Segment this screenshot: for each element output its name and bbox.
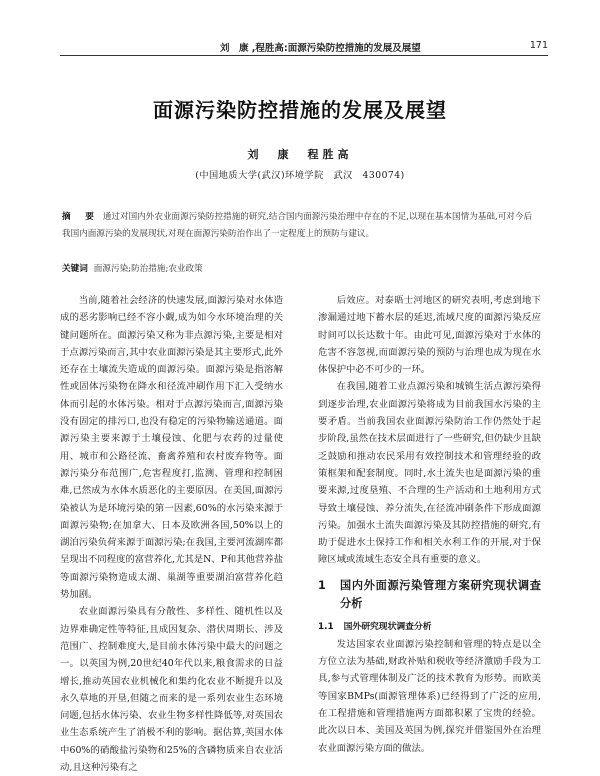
- section-title: 国内外面源污染管理方案研究现状调查分析: [340, 578, 541, 610]
- subsection-title: 国外研究现状调查分析: [343, 621, 432, 632]
- section-number: 1: [318, 578, 326, 592]
- keywords: [62, 262, 540, 274]
- page-number: 171: [529, 40, 548, 51]
- body-paragraph: 在我国,随着工业点源污染和城镇生活点源污染得到逐步治理,农业面源污染将成为目前我国水污染的主要矛盾。当前我国农业面源污染防治工作仍然处于起步阶段,虽然在技术层面进行了一些研究,但仍缺少且缺乏鼓励和推动农民采用有效控制技术和管理经验的政策框架和配套制度。同时,水土流失也是面源污染的重要来源,过度垦殖、不合理的生产活动和土地利用方式导致土壤侵蚀、养分流失,在径流冲刷条件下形成面源污染。加强水土流失面源污染及其防控措施的研究,有助于促进水土保持工作和相关水利工作的开展,对于保障区域或流域生态安全具有重要的意义。: [318, 381, 541, 566]
- body-paragraph: 发达国家农业面源污染控制和管理的特点是以全方位立法为基础,财政补贴和税收等经济激励手段为工具,参与式管理体制及广泛的技术教育为形势。而欧美等国家BMPs(面源管理体系)已经得到了广泛的应用,在工程措施和管理措施两方面都积累了宝贵的经验。此次以日本、美国及英国为例,探究并借鉴国外在治理农业面源污染方面的做法。: [318, 638, 541, 754]
- body-right-column: [318, 292, 541, 757]
- keywords-text: 面源污染;防治措施;农业政策: [93, 264, 203, 274]
- subsection-heading-1-1: [318, 619, 541, 636]
- running-head: [60, 38, 548, 54]
- running-head-text: 刘 康 ,程胜高:面源污染防控措施的发展及展望: [220, 43, 421, 54]
- subsection-number: 1.1: [318, 621, 334, 632]
- body-paragraph: 后效应。对泰晤士河地区的研究表明,考虑到地下渗漏通过地下蓄水层的延迟,流域尺度的面源污染反应时间可以长达数十年。由此可见,面源污染对于水体的危害不容忽视,而面源污染的预防与治理也成为现在水体保护中必不可少的一环。: [318, 295, 541, 376]
- body-left-column: [60, 292, 283, 776]
- keywords-label: 关键词: [62, 264, 88, 274]
- paper-authors: 刘 康 程胜高: [247, 148, 353, 161]
- abstract: [62, 209, 540, 243]
- header-rule: [60, 55, 548, 56]
- abstract-text: 通过对国内外农业面源污染防控措施的研究,结合国内面源污染治理中存在的不足,以现在基本国情为基础,可对今后我国内面源污染的发展现状,对现在面源污染防治作出了一定程度上的预防与建议。: [62, 212, 533, 239]
- body-paragraph: 当前,随着社会经济的快速发展,面源污染对水体造成的恶劣影响已经不容小觑,成为如今水环境治理的关键问题所在。面源污染又称为非点源污染,主要是相对于点源污染而言,其中农业面源污染是其主要形式,此外还存在土壤流失造成的面源污染。面源污染是指溶解性或固体污染物在降水和径流冲刷作用下汇入受纳水体而引起的水体污染。相对于点源污染而言,面源污染没有固定的排污口,也没有稳定的污染物输送通道。面源污染主要来源于土壤侵蚀、化肥与农药的过量使用、城市和公路径流、畜禽养殖和农村废弃物等。面源污染分布范围广,危害程度打,监测、管理和控制困难,已然成为水体水质恶化的主要原因。在美国,面源污染被认为是环境污染的第一因素,60%的水污染来源于面源污染物;在加拿大、日本及欧洲各国,50%以上的湖泊污染负荷来源于面源污染;在我国,主要河流湖库都呈现出不同程度的富营养化,尤其是N、P和其他营养盐等面源污染物造成太湖、巢湖等重要湖泊富营养化趋势加剧。: [60, 295, 283, 601]
- paper-title: 面源污染防控措施的发展及展望: [153, 98, 447, 122]
- body-paragraph: 农业面源污染具有分散性、多样性、随机性以及边界难确定性等特征,且成因复杂、潜伏周期长、涉及范围广、控制难度大,是目前水体污染中最大的问题之一。以英国为例,20世纪40年代以来,粮食需求的日益增长,推动英国农业机械化和集约化农业不断提升以及永久草地的开垦,但随之而来的是一系列农业生态环境问题,包括水体污染、农业生物多样性降低等,对英国农业生态系统产生了消极不利的影响。据估算,英国水体中60%的硝酸盐污染物和25%的含磷物质来自农业活动,且这种污染有之: [60, 606, 283, 774]
- abstract-label: 摘 要: [62, 212, 97, 222]
- author-affiliation: (中国地质大学(武汉)环境学院 武汉 430074): [195, 170, 405, 181]
- section-heading-1: [318, 577, 541, 613]
